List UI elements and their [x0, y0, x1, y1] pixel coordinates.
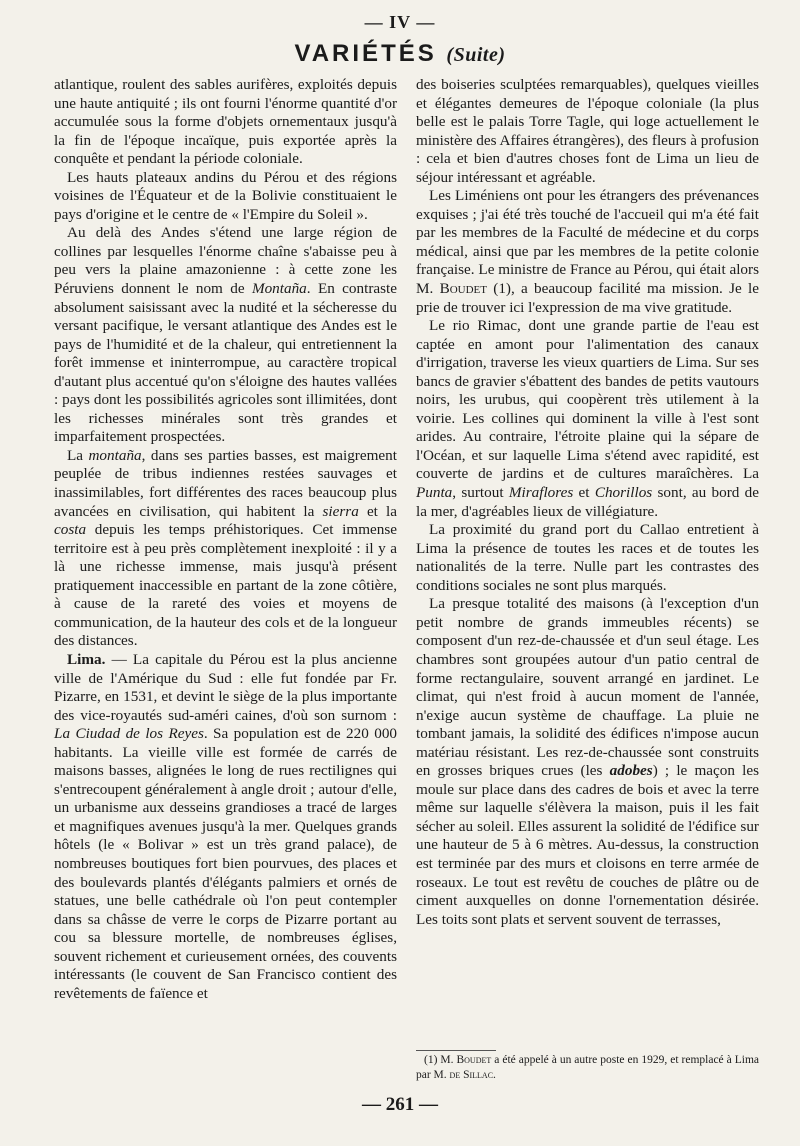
text-run: ) ; le maçon les moule sur place dans des cadres de bois et avec la terre même sur laquelle s'élèvera la maison, puis il les fait sécher au soleil. Elles assurent la solidité de l'édifice sur une hauteur de 5 à 6 mètres. Au-dessus, la construction est terminée par des murs et cloisons en terre armée de roseaux. Le tout est revêtu de couches de plâtre ou de ciment auxquelles on donne l'ornementation désirée. Les toits sont plats et servent souvent de terrasses, — [416, 762, 760, 928]
paragraph: des boiseries sculptées remarquables), quelques vieilles et élégantes demeures de l'époque coloniale (la plus belle est le palais Torre Tagle, qui loge actuellement le ministère des Affaires étrangères), des fleurs à profusion : cela et bien d'autres choses font de Lima un lieu de séjour intéressant et agréable. — [416, 76, 760, 186]
paragraph-lima — [54, 651, 397, 1003]
text-run: Au delà des Andes s'étend une large région de collines par lesquelles l'énorme chaîne s'abaisse peu à peu vers la plaine amazonienne : à cette zone les Péruviens donnent le nom de — [54, 224, 397, 298]
italic-term: La Ciudad de los Reyes — [54, 725, 204, 743]
footnote — [416, 1053, 759, 1083]
italic-term: Punta — [416, 484, 453, 502]
text-run: . — [493, 1069, 496, 1081]
italic-term: sierra — [322, 502, 359, 520]
small-caps-name: de Sillac — [449, 1069, 494, 1081]
small-caps-name: Boudet — [456, 1054, 492, 1066]
paragraph — [416, 317, 759, 521]
section-title-suffix: (Suite) — [446, 44, 506, 66]
text-run: La — [67, 446, 89, 464]
italic-term: Chorillos — [594, 484, 653, 502]
text-run: . En contraste absolument saisissant avec la nudité et la sécheresse du versant pacifique, le versant atlantique des Andes est le pays de l'humidité et de la chaleur, qui entretiennent la forêt immense et ininterrompue, au caractère tropical d'autant plus accentué qu'on s'éloigne des hautes vallées : pays dont les possibilités agricoles sont illimitées, dont les richesses minérales sont très grandes et imparfaitement prospectées. — [54, 280, 397, 446]
italic-term: costa — [54, 521, 87, 539]
italic-term: Miraflores — [508, 484, 574, 502]
footnote-text — [416, 1053, 759, 1083]
italic-term: montaña — [88, 446, 142, 464]
text-run: (1), a beaucoup facilité ma mission. Je le prie de trouver ici l'expression de ma vive gratitude. — [416, 280, 759, 316]
bold-italic-term: adobes — [609, 762, 653, 780]
text-run: . Sa population est de 220 000 habitants. La vieille ville est formée de carrés de maisons basses, alignées le long de rues rectilignes qui s'entrecoupent généralement à angle droit ; autour d'elle, un urbanisme aux desseins grandioses a tracé de larges et magnifiques avenues jusqu'à la mer. Quelques grands hôtels (le « Bolivar » est un très grand palace), de nombreuses boutiques fort bien pourvues, des places et des boulevards plantés d'élégants palmiers et ornés de statues, une belle cathédrale où l'on peut contempler dans sa châsse de verre le corps de Pizarre portant au cou sa blessure mortelle, de nombreuses églises, souvent richement et curieusement ornées, des couvents intéressants (le couvent de San Francisco contient des revêtements de faïence et — [54, 725, 398, 1002]
paragraph: atlantique, roulent des sables aurifères, exploités depuis une haute antiquité ; ils ont fourni l'énorme quantité d'or accumulée sous la forme d'objets ornementaux jusqu'à la fin de l'époque incaïque, puis exportée après la conquête et pendant la période coloniale. — [54, 76, 397, 168]
text-run: , surtout — [452, 484, 509, 502]
paragraph: Les hauts plateaux andins du Pérou et des régions voisines de l'Équateur et de la Bolivie constituaient le pays d'origine et le centre de « l'Empire du Soleil ». — [54, 168, 397, 223]
text-run: a été appelé à un autre poste en 1929, et remplacé à Lima par M. — [416, 1054, 759, 1081]
right-column — [416, 76, 759, 929]
italic-term: Montaña — [251, 280, 307, 298]
text-run: Le rio Rimac, dont une grande partie de l'eau est captée en amont pour l'alimentation des canaux d'irrigation, traverse les vieux quartiers de Lima. Sur ses bancs de gravier s'ébattent des bandes de petits vautours noirs, les urubus, qui coopèrent très utilement à la voirie. Les collines qui dominent la ville à l'est sont arides. Au contraire, l'étroite plaine qui la sépare de l'Océan, et sur laquelle Lima s'étend avec rapidité, est couverte de jardins et de cultures maraîchères. La — [416, 317, 759, 483]
running-head: — IV — — [364, 12, 436, 32]
text-run: et la — [358, 502, 397, 520]
text-run: sont, au bord de la mer, d'agréables lieux de villégiature. — [416, 484, 759, 520]
small-caps-name: Boudet — [439, 280, 487, 298]
paragraph — [416, 187, 759, 317]
text-run: et — [573, 484, 595, 502]
paragraph: La proximité du grand port du Callao entretient à Lima la présence de toutes les races et de toutes les nationalités de la terre. Nulle part les contrastes des conditions sociales ne sont plus marqués. — [416, 521, 759, 594]
section-title — [0, 40, 800, 68]
text-run: , dans ses parties basses, est maigrement peuplée de tribus indiennes restées sauvages et inassimilables, fort différentes des races beaucoup plus avancées en civilisation, qui habitent la — [54, 446, 397, 520]
paragraph — [54, 447, 397, 651]
left-column — [54, 76, 397, 1003]
text-run: — La capitale du Pérou est la plus ancienne ville de l'Amérique du Sud : elle fut fondée par Fr. Pizarre, en 1531, et devint le siège de la plus importante des vice-royautés sud-améri caines, d'où son surnom : — [54, 650, 397, 724]
text-run: depuis les temps préhistoriques. Cet immense territoire est à peu près complètement inexploité : il y a là une richesse immense, mais jusqu'à présent pratiquement inaccessible en partant de la zone côtière, à cause de la rareté des voies et moyens de communication, de la hauteur des cols et de la longueur des distances. — [54, 521, 397, 650]
run-in-heading: Lima. — [67, 650, 106, 668]
text-run: (1) M. — [424, 1054, 457, 1066]
page-number: — 261 — — [362, 1094, 438, 1115]
text-run: La presque totalité des maisons (à l'exception d'un petit nombre de grands immeubles récents) se composent d'un rez-de-chaussée et d'un seul étage. Les chambres sont groupées autour d'un patio central de forme rectangulaire, souvent arrangé en jardinet. Le climat, qui n'est froid à aucun moment de l'année, n'exige aucun système de chauffage. La pluie ne tombant jamais, la solidité des édifices n'impose aucun matériau résistant. Les rez-de-chaussée sont construits en grosses briques crues (les — [416, 595, 759, 780]
text-run: Les Liméniens ont pour les étrangers des prévenances exquises ; j'ai été très touché de l'accueil qui m'a été fait par les membres de la Faculté de médecine et du corps médical, ainsi que par les membres de la petite colonie française. Le ministre de France au Pérou, qui était alors M. — [416, 187, 759, 298]
section-title-main: VARIÉTÉS — [294, 40, 437, 67]
footnote-divider — [416, 1050, 496, 1051]
paragraph — [54, 224, 397, 447]
paragraph — [416, 595, 759, 929]
